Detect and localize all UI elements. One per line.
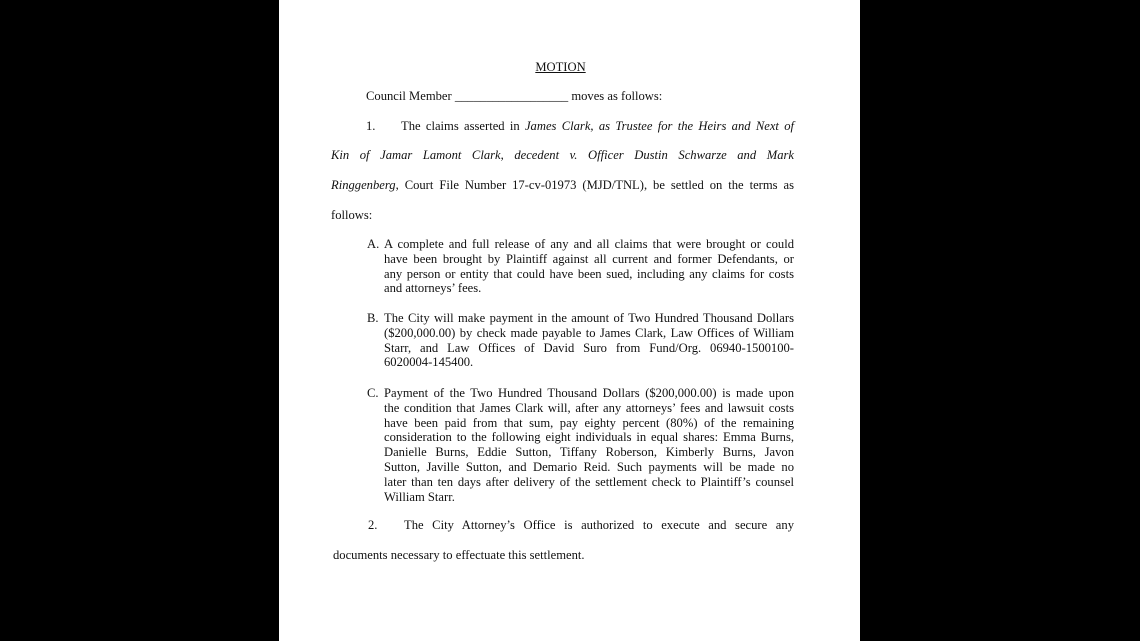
- paragraph-2-line-2: documents necessary to effectuate this settlement.: [333, 548, 585, 562]
- document-page: [279, 0, 860, 641]
- court-file-text: , Court File Number 17-cv-01973 (MJD/TNL), be settled on the terms as: [395, 178, 794, 192]
- item-b-line: ($200,000.00) by check made payable to James Clark, Law Offices of William: [384, 325, 794, 340]
- item-c-line: Payment of the Two Hundred Thousand Dollars ($200,000.00) is made upon: [384, 386, 794, 400]
- item-b-line: Starr, and Law Offices of David Suro from Fund/Org. 06940-1500100-: [384, 340, 794, 355]
- case-caption-part-1: James Clark, as Trustee for the Heirs and Next of: [524, 119, 794, 133]
- item-b-line: 6020004-145400.: [384, 355, 474, 370]
- paragraph-1-line-1: [401, 119, 794, 134]
- item-b-line: The City will make payment in the amount of Two Hundred Thousand Dollars: [384, 311, 794, 325]
- item-a-text: [384, 237, 794, 296]
- item-c-line: later than ten days after delivery of the settlement check to Plaintiff’s counsel: [384, 474, 794, 489]
- paragraph-1-number: 1.: [366, 119, 376, 133]
- document-title: MOTION: [535, 60, 586, 74]
- item-c-line: Sutton, Javille Sutton, and Demario Reid. Such payments will be made no: [384, 459, 794, 474]
- paragraph-1-line-4: follows:: [331, 208, 373, 222]
- item-c-line: Danielle Burns, Eddie Sutton, Tiffany Roberson, Kimberly Burns, Javon: [384, 445, 794, 460]
- item-b-letter: B.: [367, 311, 379, 325]
- paragraph-1-line-2: [331, 148, 794, 163]
- item-c-line: William Starr.: [384, 489, 455, 504]
- item-a-line: A complete and full release of any and all claims that were brought or could: [384, 237, 794, 251]
- item-b-text: [384, 311, 794, 370]
- item-c-line: the condition that James Clark will, after any attorneys’ fees and lawsuit costs: [384, 400, 794, 415]
- intro-line: Council Member __________________ moves as follows:: [366, 89, 663, 103]
- item-a-line: any person or entity that could have been sued, including any claims for costs: [384, 266, 794, 281]
- paragraph-1-line-1-text: The claims asserted in: [401, 119, 525, 133]
- item-a-letter: A.: [367, 237, 380, 251]
- paragraph-1-line-3: [331, 178, 794, 193]
- item-c-letter: C.: [367, 386, 379, 400]
- item-c-text: [384, 386, 794, 504]
- item-a-line: have been brought by Plaintiff against all current and former Defendants, or: [384, 251, 794, 266]
- paragraph-2-number: 2.: [368, 518, 378, 532]
- paragraph-2-line-1: The City Attorney’s Office is authorized to execute and secure any: [404, 518, 794, 532]
- item-c-line: consideration to the following eight individuals in equal shares: Emma Burns,: [384, 430, 794, 445]
- item-a-line: and attorneys’ fees.: [384, 281, 482, 296]
- item-c-line: have been paid from that sum, pay eighty percent (80%) of the remaining: [384, 415, 794, 430]
- case-caption-part-3: Ringgenberg: [331, 178, 396, 192]
- case-caption-part-2: Kin of Jamar Lamont Clark, decedent v. Officer Dustin Schwarze and Mark: [331, 148, 794, 162]
